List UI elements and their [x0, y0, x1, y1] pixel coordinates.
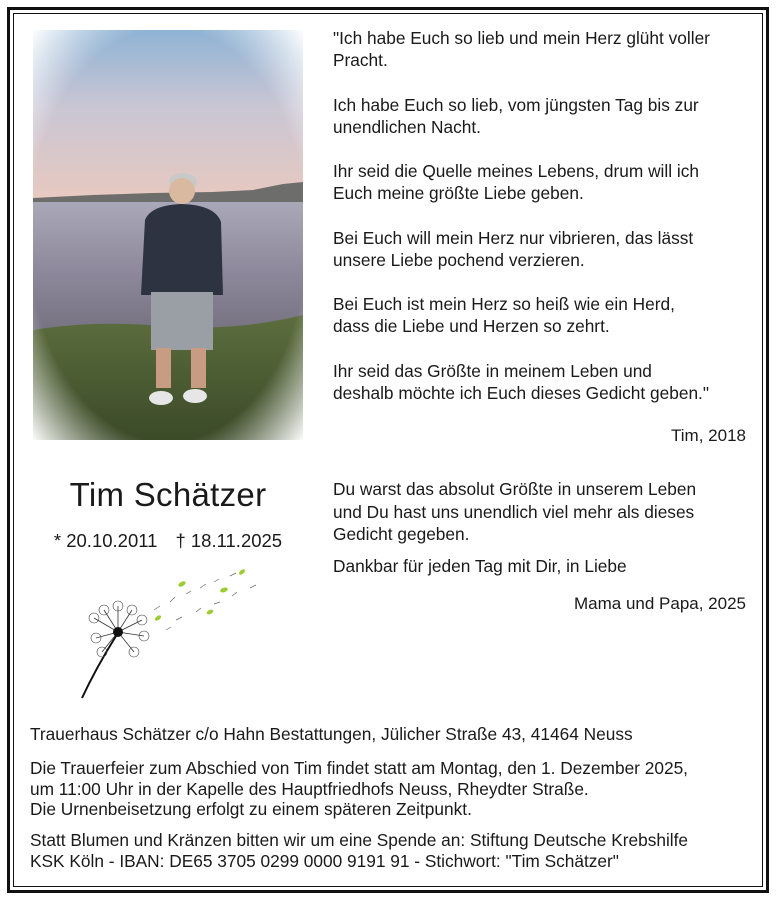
thanks-line: Dankbar für jeden Tag mit Dir, in Liebe — [333, 556, 627, 576]
poem-stanza-5: Bei Euch ist mein Herz so heiß wie ein Herd, dass die Liebe und Herzen so zehrt. — [333, 294, 675, 336]
ceremony-info — [30, 758, 750, 820]
poem-stanza-4: Bei Euch will mein Herz nur vibrieren, das lässt unsere Liebe pochend verzieren. — [333, 227, 694, 270]
donation-line: KSK Köln - IBAN: DE65 3705 0299 0000 9191 91 - Stichwort: "Tim Schätzer" — [30, 850, 619, 871]
poem-stanza-3: Ihr seid die Quelle meines Lebens, drum will ich Euch meine größte Liebe geben. — [333, 161, 699, 203]
poem-stanza-2: Ich habe Euch so lieb, vom jüngsten Tag bis zur unendlichen Nacht. — [333, 94, 699, 137]
poem-signature: Tim, 2018 — [671, 426, 746, 445]
memorial-photo — [33, 30, 303, 440]
ceremony-line: Die Trauerfeier zum Abschied von Tim findet statt am Montag, den 1. Dezember 2025, — [30, 758, 688, 778]
donation-info — [30, 830, 750, 871]
poem-stanza-6: Ihr seid das Größte in meinem Leben und deshalb möchte ich Euch dieses Gedicht geben." — [333, 360, 709, 403]
tribute-text — [333, 478, 753, 546]
ceremony-line: Die Urnenbeisetzung erfolgt zu einem späteren Zeitpunkt. — [30, 799, 472, 819]
tribute-line: Du warst das absolut Größte in unserem Leben — [333, 479, 697, 499]
dandelion-icon — [74, 560, 274, 705]
tribute-line: und Du hast uns unendlich viel mehr als dieses — [333, 501, 695, 522]
ceremony-line: um 11:00 Uhr in der Kapelle des Hauptfriedhofs Neuss, Rheydter Straße. — [30, 778, 589, 799]
deceased-name: Tim Schätzer — [69, 476, 267, 513]
birth-date: * 20.10.2011 — [53, 530, 158, 551]
donation-line: Statt Blumen und Kränzen bitten wir um eine Spende an: Stiftung Deutsche Krebshilfe — [30, 830, 689, 850]
poem-stanza-1: "Ich habe Euch so lieb und mein Herz glüht voller Pracht. — [333, 28, 710, 70]
parents-signature: Mama und Papa, 2025 — [573, 594, 746, 613]
poem — [333, 27, 753, 404]
tribute-line: Gedicht gegeben. — [333, 524, 470, 544]
life-dates — [33, 530, 303, 552]
death-date: † 18.11.2025 — [175, 530, 283, 551]
address-line: Trauerhaus Schätzer c/o Hahn Bestattungen, Jülicher Straße 43, 41464 Neuss — [30, 724, 633, 744]
